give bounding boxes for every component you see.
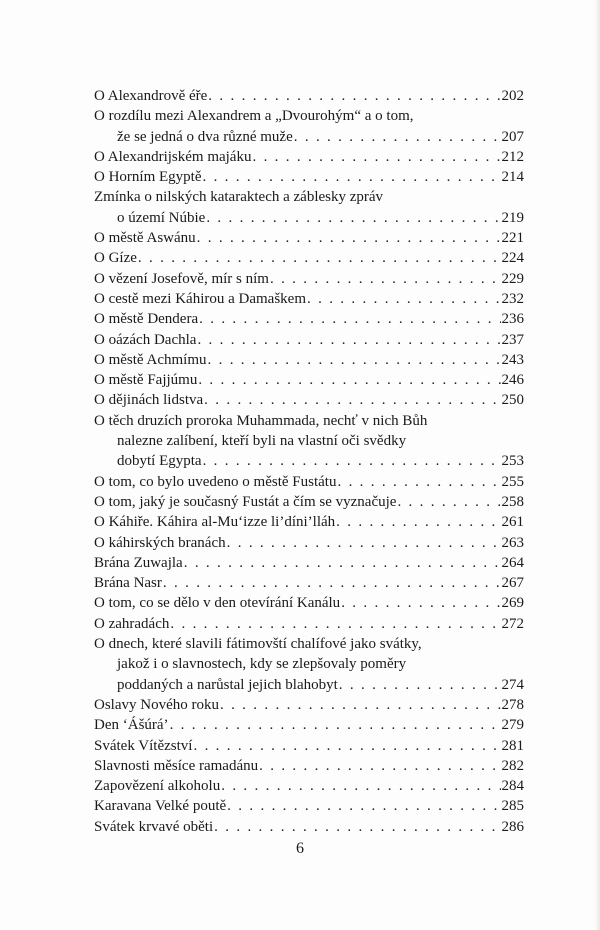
toc-page-number: 232 <box>501 290 524 307</box>
toc-entry-title: O oázách Dachla <box>94 331 197 348</box>
toc-page-number: 272 <box>501 615 524 632</box>
dot-leader <box>199 309 500 329</box>
toc-entry-title: O cestě mezi Káhirou a Damaškem <box>94 290 306 307</box>
toc-entry <box>94 472 524 492</box>
toc-entry <box>94 106 524 126</box>
toc-entry-title: Svátek krvavé oběti <box>94 818 214 835</box>
toc-entry <box>94 776 524 796</box>
toc-entry-title: Oslavy Nového roku <box>94 696 219 713</box>
toc-entry-title: O káhirských branách <box>94 534 226 551</box>
toc-entry-title: O tom, co bylo uvedeno o městě Fustátu <box>94 473 337 490</box>
toc-page-number: 221 <box>501 230 524 247</box>
toc-entry-title: O Káhiře. Káhira al-Mu‘izze li’díni’lláh <box>94 514 336 531</box>
toc-entry-continuation <box>94 654 524 674</box>
toc-entry-title: O městě Achmímu <box>94 351 207 368</box>
toc-entry-title: O rozdílu mezi Alexandrem a „Dvourohým“ a o tom, <box>94 108 414 125</box>
toc-entry <box>94 593 524 613</box>
toc-entry-title: Brána Zuwajla <box>94 554 183 571</box>
dot-leader <box>138 248 501 268</box>
dot-leader <box>198 370 500 390</box>
toc-entry <box>94 370 524 390</box>
toc-entry-title: O městě Aswánu <box>94 230 196 247</box>
toc-page-number: 285 <box>501 798 524 815</box>
toc-page-number: 224 <box>501 250 524 267</box>
dot-leader <box>193 736 500 756</box>
toc-entry <box>94 248 524 268</box>
toc-page-number: 219 <box>501 209 524 226</box>
toc-entry-title: Zmínka o nilských kataraktech a záblesky zpráv <box>94 189 384 206</box>
dot-leader <box>202 167 500 187</box>
dot-leader <box>339 675 501 695</box>
dot-leader <box>336 512 500 532</box>
toc-entry-title: O tom, jaký je současný Fustát a čím se vyznačuje <box>94 493 397 510</box>
dot-leader <box>337 472 500 492</box>
dot-leader <box>208 86 500 106</box>
toc-entry-continuation <box>94 675 524 695</box>
toc-page-number: 212 <box>501 148 524 165</box>
toc-page-number: 214 <box>501 169 524 186</box>
dot-leader <box>197 228 501 248</box>
toc-page-number: 243 <box>501 351 524 368</box>
toc-page-number: 258 <box>501 493 524 510</box>
table-of-contents <box>94 86 524 837</box>
toc-page-number: 202 <box>501 88 524 104</box>
toc-page-number: 274 <box>501 676 524 693</box>
toc-page-number: 284 <box>501 778 524 795</box>
toc-entry-title: O vězení Josefově, mír s ním <box>94 270 269 287</box>
dot-leader <box>170 715 501 735</box>
toc-entry <box>94 796 524 816</box>
toc-page-number: 267 <box>501 575 524 592</box>
toc-page-number: 286 <box>501 818 524 835</box>
dot-leader <box>397 492 500 512</box>
toc-entry-continuation <box>94 431 524 451</box>
toc-entry-title: O městě Fajjúmu <box>94 372 198 389</box>
toc-entry-title: nalezne zalíbení, kteří byli na vlastní oči svědky <box>117 433 407 450</box>
toc-entry-title: O tom, co se dělo v den otevírání Kanálu <box>94 595 341 612</box>
toc-entry-title: O zahradách <box>94 615 170 632</box>
toc-entry <box>94 289 524 309</box>
toc-entry-title: Slavnosti měsíce ramadánu <box>94 757 259 774</box>
toc-entry <box>94 715 524 735</box>
toc-entry-title: O dějinách lidstva <box>94 392 204 409</box>
dot-leader <box>270 269 501 289</box>
toc-entry <box>94 756 524 776</box>
toc-entry <box>94 167 524 187</box>
dot-leader <box>294 127 501 147</box>
dot-leader <box>204 390 500 410</box>
toc-entry <box>94 350 524 370</box>
toc-entry <box>94 330 524 350</box>
dot-leader <box>220 695 501 715</box>
toc-entry-title: Svátek Vítězství <box>94 737 193 754</box>
toc-entry-title: O dnech, které slavili fátimovští chalífové jako svátky, <box>94 636 422 653</box>
toc-entry <box>94 411 524 431</box>
scan-edge-shadow <box>594 0 600 930</box>
dot-leader <box>341 593 500 613</box>
toc-page-number: 255 <box>501 473 524 490</box>
dot-leader <box>206 208 500 228</box>
toc-entry-title: O Alexandrijském majáku <box>94 148 252 165</box>
toc-page-number: 279 <box>501 717 524 734</box>
dot-leader <box>197 330 500 350</box>
toc-entry-title: Den ‘Ášúrá’ <box>94 717 169 734</box>
toc-page-number: 281 <box>501 737 524 754</box>
dot-leader <box>208 350 501 370</box>
toc-page-number: 246 <box>501 372 524 389</box>
toc-page-number: 261 <box>501 514 524 531</box>
dot-leader <box>170 614 500 634</box>
toc-entry <box>94 147 524 167</box>
toc-entry-title: že se jedná o dva různé muže <box>117 128 293 145</box>
toc-entry-title: O Gíze <box>94 250 137 267</box>
toc-page-number: 237 <box>501 331 524 348</box>
dot-leader <box>227 796 500 816</box>
toc-entry-title: dobytí Egypta <box>117 453 202 470</box>
toc-entry <box>94 228 524 248</box>
toc-page-number: 250 <box>501 392 524 409</box>
toc-entry-title: Zapovězení alkoholu <box>94 778 221 795</box>
toc-page-number: 263 <box>501 534 524 551</box>
toc-entry <box>94 187 524 207</box>
toc-entry-title: o území Núbie <box>117 209 206 226</box>
dot-leader <box>221 776 500 796</box>
toc-page-number: 207 <box>501 128 524 145</box>
toc-entry-continuation <box>94 127 524 147</box>
dot-leader <box>259 756 500 776</box>
toc-entry-title: O těch druzích proroka Muhammada, nechť v nich Bůh <box>94 412 428 429</box>
dot-leader <box>163 573 501 593</box>
toc-entry <box>94 533 524 553</box>
toc-page-number: 253 <box>501 453 524 470</box>
toc-page-number: 229 <box>501 270 524 287</box>
dot-leader <box>203 451 501 471</box>
toc-entry-title: O Alexandrově éře <box>94 88 208 104</box>
toc-entry-title: Brána Nasr <box>94 575 162 592</box>
page-number: 6 <box>296 840 304 857</box>
toc-entry <box>94 390 524 410</box>
toc-entry <box>94 269 524 289</box>
toc-entry <box>94 86 524 106</box>
toc-entry <box>94 512 524 532</box>
toc-entry <box>94 634 524 654</box>
toc-entry-continuation <box>94 451 524 471</box>
dot-leader <box>252 147 500 167</box>
toc-entry-title: Karavana Velké poutě <box>94 798 227 815</box>
dot-leader <box>227 533 501 553</box>
toc-entry <box>94 695 524 715</box>
toc-entry-continuation <box>94 208 524 228</box>
toc-entry-title: jakož i o slavnostech, kdy se zlepšovaly poměry <box>117 656 407 673</box>
toc-entry <box>94 553 524 573</box>
toc-entry-title: O Horním Egyptě <box>94 169 202 186</box>
toc-entry-title: poddaných a narůstal jejich blahobyt <box>117 676 338 693</box>
toc-entry-title: O městě Dendera <box>94 311 199 328</box>
toc-page-number: 278 <box>501 696 524 713</box>
dot-leader <box>307 289 501 309</box>
toc-entry <box>94 614 524 634</box>
toc-entry <box>94 817 524 837</box>
toc-page-number: 282 <box>501 757 524 774</box>
toc-entry <box>94 309 524 329</box>
toc-page-number: 264 <box>501 554 524 571</box>
toc-page-number: 269 <box>501 595 524 612</box>
dot-leader <box>184 553 501 573</box>
toc-entry <box>94 492 524 512</box>
dot-leader <box>214 817 500 837</box>
toc-entry <box>94 573 524 593</box>
toc-entry <box>94 736 524 756</box>
toc-page-number: 236 <box>501 311 524 328</box>
